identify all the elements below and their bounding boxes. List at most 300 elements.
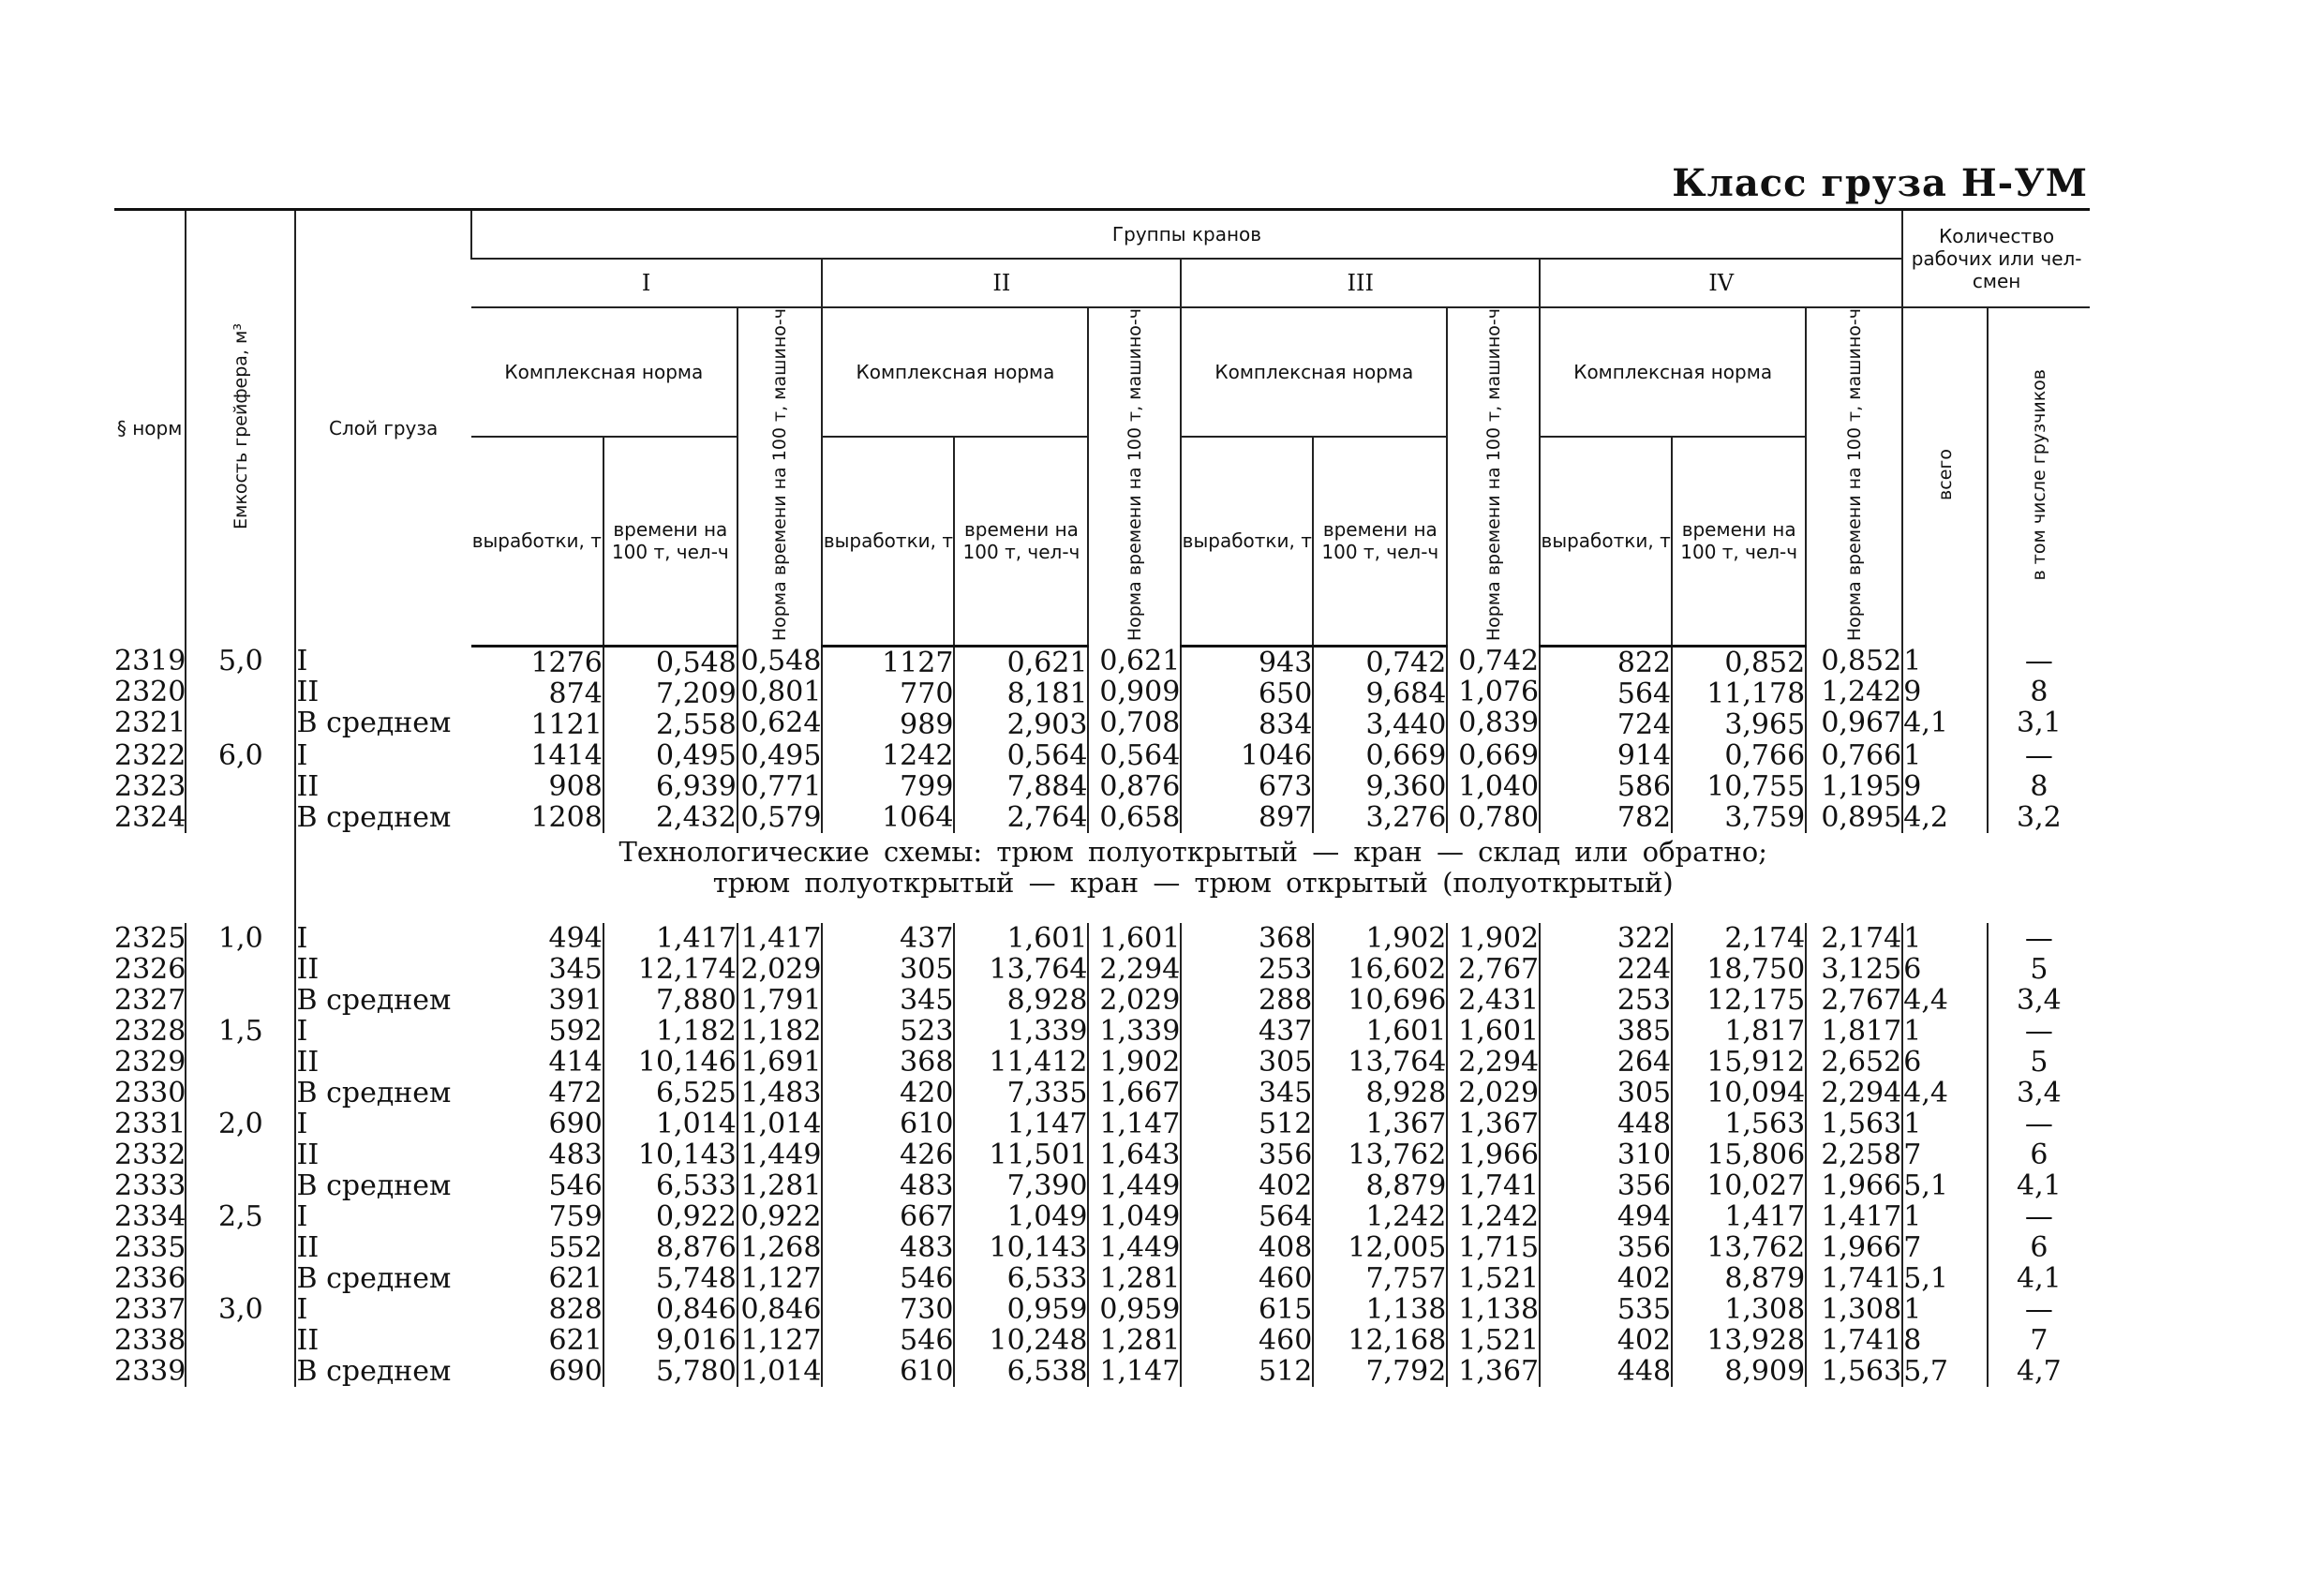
norm-time-group-2-value: 1,643 (1099, 1138, 1181, 1171)
output-group-1-value: 690 (548, 1107, 603, 1140)
output-group-1-value: 621 (548, 1261, 603, 1295)
time-group-4-value: 13,762 (1706, 1230, 1806, 1264)
table-row-group (114, 740, 2090, 833)
workers-loaders-value: — (2024, 1199, 2053, 1233)
output-group-2-value: 437 (900, 921, 954, 955)
header-group-2: II (822, 259, 1181, 307)
time-group-1 (603, 1016, 737, 1109)
norm-time-group-2-value: 1,339 (1099, 1014, 1181, 1048)
time-group-4 (1672, 740, 1806, 833)
output-group-4-value: 586 (1616, 769, 1672, 803)
output-group-4-value: 564 (1616, 677, 1672, 710)
table-row-group (114, 1109, 2090, 1201)
time-group-1-value: 1,182 (655, 1014, 737, 1048)
norm-time-group-3-value: 2,767 (1458, 952, 1540, 986)
technology-note (295, 833, 2090, 923)
workers-loaders-value: — (2024, 921, 2053, 955)
workers-total-value: 4,4 (1903, 1076, 1948, 1109)
time-group-3-value: 10,696 (1348, 983, 1447, 1017)
norm-time-group-4 (1806, 740, 1902, 833)
section-number-value: 2339 (114, 1354, 186, 1388)
norm-time-group-2-value: 0,959 (1099, 1292, 1181, 1326)
norm-time-group-1-value: 1,449 (740, 1138, 822, 1171)
output-group-1-value: 621 (548, 1323, 603, 1357)
workers-loaders (1988, 646, 2090, 740)
header-output-4: выработки, т (1540, 437, 1672, 647)
workers-total (1902, 646, 1988, 740)
norm-time-group-3-value: 0,839 (1458, 707, 1540, 740)
norm-time-group-1-value: 0,922 (740, 1199, 822, 1233)
time-group-4-value: 13,928 (1706, 1323, 1806, 1357)
workers-loaders-value: — (2024, 1292, 2053, 1326)
header-group-3: III (1181, 259, 1540, 307)
time-group-1-value: 10,143 (637, 1138, 737, 1171)
workers-loaders-value: 6 (2030, 1230, 2048, 1264)
workers-total-value: 9 (1903, 769, 1922, 803)
cargo-layer (295, 1201, 470, 1294)
time-group-2-value: 8,181 (1006, 677, 1088, 710)
norm-time-group-4-value: 0,967 (1821, 707, 1902, 740)
section-number (114, 923, 186, 1016)
output-group-2-value: 305 (900, 952, 954, 986)
workers-total-value: 1 (1903, 1014, 1922, 1048)
norm-time-group-4-value: 2,294 (1821, 1076, 1902, 1109)
header-norm-time-2: Норма времени на 100 т, машино-ч (1088, 307, 1181, 646)
time-group-2-value: 2,764 (1006, 800, 1088, 834)
cargo-layer-value: II (296, 1045, 320, 1079)
header-layer: Слой груза (295, 210, 470, 647)
section-number-value: 2336 (114, 1261, 186, 1295)
time-group-1-value: 0,846 (655, 1292, 737, 1326)
output-group-4-value: 822 (1616, 646, 1672, 679)
workers-loaders (1988, 923, 2090, 1016)
output-group-4 (1540, 1294, 1672, 1387)
output-group-3-value: 673 (1259, 769, 1313, 803)
output-group-1-value: 1121 (530, 707, 603, 741)
time-group-2-value: 6,538 (1006, 1354, 1088, 1388)
header-time-4: времени на 100 т, чел-ч (1672, 437, 1806, 647)
norm-time-group-3-value: 2,294 (1458, 1045, 1540, 1079)
cargo-layer-value: В среднем (296, 983, 452, 1017)
header-group-1: I (471, 259, 823, 307)
time-group-4-value: 0,766 (1724, 738, 1806, 772)
table-row-group (114, 646, 2090, 740)
time-group-1-value: 1,417 (655, 921, 737, 955)
workers-total-value: 5,1 (1903, 1169, 1948, 1202)
header-complex-norm-1: Комплексная норма (471, 307, 737, 437)
grab-capacity (186, 1294, 295, 1387)
time-group-1-value: 0,495 (655, 738, 737, 772)
output-group-1 (471, 1016, 603, 1109)
output-group-2 (822, 1016, 954, 1109)
technology-note-row (114, 833, 2090, 923)
time-group-4-value: 8,909 (1724, 1354, 1806, 1388)
norm-time-group-1-value: 1,483 (740, 1076, 822, 1109)
time-group-3 (1313, 646, 1447, 740)
workers-loaders-value: 4,1 (2017, 1169, 2062, 1202)
workers-total (1902, 740, 1988, 833)
output-group-2 (822, 1294, 954, 1387)
output-group-4 (1540, 1109, 1672, 1201)
section-number-value: 2322 (114, 738, 186, 772)
workers-total-value: 1 (1903, 1107, 1922, 1140)
norm-time-group-2-value: 0,658 (1099, 800, 1181, 834)
output-group-2 (822, 646, 954, 740)
output-group-3-value: 460 (1259, 1261, 1313, 1295)
time-group-1-value: 7,209 (655, 677, 737, 710)
section-number-value: 2337 (114, 1292, 186, 1326)
time-group-1-value: 7,880 (655, 983, 737, 1017)
workers-total-value: 1 (1903, 738, 1922, 772)
output-group-3 (1181, 740, 1313, 833)
output-group-2-value: 483 (900, 1230, 954, 1264)
output-group-2-value: 1127 (882, 646, 954, 679)
time-group-4-value: 12,175 (1706, 983, 1806, 1017)
norm-time-group-2-value: 1,147 (1099, 1107, 1181, 1140)
output-group-2-value: 610 (900, 1107, 954, 1140)
norm-time-group-2-value: 1,281 (1099, 1261, 1181, 1295)
norm-time-group-4-value: 1,966 (1821, 1230, 1902, 1264)
time-group-3-value: 1,242 (1365, 1199, 1447, 1233)
output-group-2-value: 667 (900, 1199, 954, 1233)
output-group-1 (471, 1109, 603, 1201)
time-group-4 (1672, 646, 1806, 740)
section-number (114, 1201, 186, 1294)
norm-time-group-3-value: 0,780 (1458, 800, 1540, 834)
output-group-1-value: 690 (548, 1354, 603, 1388)
norm-time-group-3-value: 1,601 (1458, 1014, 1540, 1048)
output-group-2-value: 426 (900, 1138, 954, 1171)
norm-time-group-3-value: 0,742 (1458, 645, 1540, 678)
section-number (114, 646, 186, 740)
cargo-layer (295, 923, 470, 1016)
output-group-1 (471, 740, 603, 833)
output-group-3-value: 305 (1259, 1045, 1313, 1079)
workers-loaders (1988, 1201, 2090, 1294)
norm-time-group-4-value: 1,195 (1821, 769, 1902, 803)
time-group-1-value: 10,146 (637, 1045, 737, 1079)
norm-time-group-4-value: 0,766 (1821, 738, 1902, 772)
output-group-4-value: 494 (1616, 1199, 1672, 1233)
workers-loaders-value: 3,4 (2017, 1076, 2062, 1109)
norm-time-group-4 (1806, 1016, 1902, 1109)
time-group-1-value: 0,548 (655, 646, 737, 679)
norm-time-group-4-value: 2,258 (1821, 1138, 1902, 1171)
time-group-1 (603, 1201, 737, 1294)
output-group-1-value: 759 (548, 1199, 603, 1233)
norm-time-group-2-value: 1,449 (1099, 1169, 1181, 1202)
norm-time-group-4-value: 1,741 (1821, 1323, 1902, 1357)
output-group-3 (1181, 1109, 1313, 1201)
time-group-2-value: 1,339 (1006, 1014, 1088, 1048)
cargo-layer-value: В среднем (296, 707, 452, 740)
header-group-4: IV (1540, 259, 1902, 307)
norm-time-group-3-value: 1,242 (1458, 1199, 1540, 1233)
section-number-value: 2330 (114, 1076, 186, 1109)
norms-table (114, 208, 2090, 1387)
workers-total (1902, 1201, 1988, 1294)
cargo-layer-value: В среднем (296, 1261, 452, 1295)
cargo-layer-value: II (296, 1230, 320, 1264)
time-group-3-value: 13,762 (1348, 1138, 1447, 1171)
header-sect: § норм (114, 210, 186, 647)
norm-time-group-2-value: 1,902 (1099, 1045, 1181, 1079)
norm-time-group-3 (1447, 646, 1540, 740)
norm-time-group-1-value: 1,182 (740, 1014, 822, 1048)
workers-total-value: 7 (1903, 1230, 1922, 1264)
output-group-2 (822, 740, 954, 833)
norm-time-group-1-value: 1,417 (740, 921, 822, 955)
output-group-3-value: 288 (1259, 983, 1313, 1017)
section-number-value: 2325 (114, 921, 186, 955)
output-group-3 (1181, 1016, 1313, 1109)
time-group-2-value: 1,049 (1006, 1199, 1088, 1233)
table-body (114, 646, 2090, 1387)
time-group-3-value: 3,440 (1365, 707, 1447, 741)
time-group-2-value: 1,147 (1006, 1107, 1088, 1140)
norm-time-group-3-value: 1,040 (1458, 769, 1540, 803)
time-group-4 (1672, 923, 1806, 1016)
output-group-4-value: 782 (1616, 800, 1672, 834)
time-group-3 (1313, 740, 1447, 833)
grab-capacity-value: 1,5 (217, 1014, 263, 1048)
table-row-group (114, 1294, 2090, 1387)
section-number-value: 2324 (114, 800, 186, 834)
norm-time-group-4-value: 1,741 (1821, 1261, 1902, 1295)
workers-loaders-value: 4,1 (2017, 1261, 2062, 1295)
norm-time-group-4-value: 1,242 (1821, 676, 1902, 709)
cargo-layer-value: I (296, 645, 308, 678)
output-group-2-value: 345 (900, 983, 954, 1017)
time-group-3 (1313, 1294, 1447, 1387)
section-number-value: 2320 (114, 676, 186, 709)
norm-time-group-4-value: 0,895 (1821, 800, 1902, 834)
time-group-2 (954, 923, 1088, 1016)
time-group-2-value: 7,390 (1006, 1169, 1088, 1202)
grab-capacity-value: 3,0 (217, 1292, 263, 1326)
norm-time-group-1 (737, 740, 823, 833)
output-group-1 (471, 1294, 603, 1387)
output-group-3 (1181, 923, 1313, 1016)
output-group-4-value: 253 (1616, 983, 1672, 1017)
time-group-4-value: 10,027 (1706, 1169, 1806, 1202)
output-group-2-value: 368 (900, 1045, 954, 1079)
norm-time-group-1-value: 0,771 (740, 769, 822, 803)
section-number-value: 2334 (114, 1199, 186, 1233)
output-group-3 (1181, 1201, 1313, 1294)
output-group-3-value: 650 (1259, 677, 1313, 710)
norm-time-group-1-value: 0,548 (740, 645, 822, 678)
time-group-3-value: 9,360 (1365, 769, 1447, 803)
time-group-2-value: 11,501 (989, 1138, 1088, 1171)
grab-capacity-value: 1,0 (217, 921, 263, 955)
section-number-value: 2333 (114, 1169, 186, 1202)
norm-time-group-1-value: 0,846 (740, 1292, 822, 1326)
workers-total-value: 4,1 (1903, 707, 1948, 740)
cargo-layer-value: II (296, 1323, 320, 1357)
section-number-value: 2323 (114, 769, 186, 803)
norm-time-group-1 (737, 1294, 823, 1387)
norm-time-group-3 (1447, 1294, 1540, 1387)
workers-loaders-value: 8 (2030, 676, 2048, 709)
time-group-3 (1313, 1109, 1447, 1201)
norm-time-group-2-value: 0,708 (1099, 707, 1181, 740)
norm-time-group-4-value: 1,817 (1821, 1014, 1902, 1048)
time-group-4-value: 1,417 (1724, 1199, 1806, 1233)
output-group-2-value: 989 (900, 707, 954, 741)
workers-total-value: 4,4 (1903, 983, 1948, 1017)
output-group-2 (822, 1109, 954, 1201)
cargo-layer-value: II (296, 769, 320, 803)
header-output-3: выработки, т (1181, 437, 1313, 647)
norm-time-group-4 (1806, 1109, 1902, 1201)
output-group-4-value: 724 (1616, 707, 1672, 741)
workers-loaders (1988, 740, 2090, 833)
norm-time-group-1-value: 1,691 (740, 1045, 822, 1079)
output-group-4 (1540, 1201, 1672, 1294)
norm-time-group-3-value: 1,741 (1458, 1169, 1540, 1202)
output-group-4-value: 356 (1616, 1169, 1672, 1202)
norm-time-group-2-value: 0,876 (1099, 769, 1181, 803)
workers-total-value: 1 (1903, 1292, 1922, 1326)
cargo-layer-value: I (296, 738, 308, 772)
note-spacer (114, 833, 295, 923)
workers-total (1902, 1016, 1988, 1109)
norm-time-group-3-value: 1,715 (1458, 1230, 1540, 1264)
time-group-3-value: 1,367 (1365, 1107, 1447, 1140)
norm-time-group-3-value: 2,029 (1458, 1076, 1540, 1109)
output-group-3-value: 368 (1259, 921, 1313, 955)
time-group-3-value: 7,792 (1365, 1354, 1447, 1388)
time-group-1 (603, 1294, 737, 1387)
norm-time-group-4-value: 2,174 (1821, 921, 1902, 955)
output-group-2-value: 1242 (882, 738, 954, 772)
norm-time-group-2-value: 1,049 (1099, 1199, 1181, 1233)
section-number (114, 1109, 186, 1201)
section-number-value: 2327 (114, 983, 186, 1017)
time-group-2-value: 13,764 (989, 952, 1088, 986)
time-group-1-value: 2,558 (655, 707, 737, 741)
time-group-4 (1672, 1294, 1806, 1387)
norm-time-group-4-value: 1,966 (1821, 1169, 1902, 1202)
output-group-4-value: 322 (1616, 921, 1672, 955)
output-group-3-value: 460 (1259, 1323, 1313, 1357)
section-number (114, 1294, 186, 1387)
output-group-3-value: 615 (1259, 1292, 1313, 1326)
section-number-value: 2321 (114, 707, 186, 740)
norm-time-group-2 (1088, 646, 1181, 740)
cargo-layer-value: В среднем (296, 1169, 452, 1202)
output-group-3 (1181, 646, 1313, 740)
cargo-layer (295, 1294, 470, 1387)
time-group-4-value: 11,178 (1706, 677, 1806, 710)
section-number (114, 1016, 186, 1109)
note-line: Технологические схемы: трюм полуоткрытый — кран — склад или обратно; (618, 835, 1767, 868)
grab-capacity-value: 6,0 (217, 738, 263, 772)
workers-total-value: 1 (1903, 921, 1922, 955)
time-group-1-value: 6,939 (655, 769, 737, 803)
norm-time-group-2-value: 2,294 (1099, 952, 1181, 986)
time-group-4-value: 15,806 (1706, 1138, 1806, 1171)
header-crane-groups: Группы кранов (471, 210, 1902, 260)
time-group-4-value: 10,755 (1706, 769, 1806, 803)
output-group-4-value: 385 (1616, 1014, 1672, 1048)
output-group-4 (1540, 740, 1672, 833)
norm-time-group-2-value: 0,621 (1099, 645, 1181, 678)
norm-time-group-4 (1806, 1201, 1902, 1294)
time-group-1-value: 1,014 (655, 1107, 737, 1140)
output-group-1-value: 483 (548, 1138, 603, 1171)
output-group-1 (471, 923, 603, 1016)
cargo-layer (295, 1016, 470, 1109)
norm-time-group-2 (1088, 1294, 1181, 1387)
cargo-layer-value: I (296, 1292, 308, 1326)
time-group-3-value: 16,602 (1348, 952, 1447, 986)
time-group-1 (603, 1109, 737, 1201)
time-group-2-value: 1,601 (1006, 921, 1088, 955)
section-number-value: 2332 (114, 1138, 186, 1171)
output-group-3-value: 345 (1259, 1076, 1313, 1109)
table-row-group (114, 923, 2090, 1016)
output-group-3-value: 512 (1259, 1107, 1313, 1140)
time-group-1-value: 0,922 (655, 1199, 737, 1233)
norm-time-group-1 (737, 923, 823, 1016)
grab-capacity-value: 2,5 (217, 1199, 263, 1233)
output-group-3-value: 356 (1259, 1138, 1313, 1171)
output-group-3-value: 402 (1259, 1169, 1313, 1202)
output-group-4-value: 914 (1616, 738, 1672, 772)
workers-loaders-value: 7 (2030, 1323, 2048, 1357)
output-group-1-value: 828 (548, 1292, 603, 1326)
time-group-4 (1672, 1109, 1806, 1201)
time-group-3-value: 0,669 (1365, 738, 1447, 772)
norm-time-group-1-value: 1,127 (740, 1261, 822, 1295)
section-number-value: 2329 (114, 1045, 186, 1079)
cargo-layer-value: II (296, 1138, 320, 1171)
workers-loaders-value: 5 (2030, 952, 2048, 986)
time-group-1-value: 12,174 (637, 952, 737, 986)
norm-time-group-2 (1088, 923, 1181, 1016)
cargo-layer-value: I (296, 921, 308, 955)
output-group-1-value: 908 (548, 769, 603, 803)
output-group-2-value: 799 (900, 769, 954, 803)
cargo-layer (295, 646, 470, 740)
output-group-1-value: 391 (548, 983, 603, 1017)
norm-time-group-2-value: 2,029 (1099, 983, 1181, 1017)
time-group-3 (1313, 1016, 1447, 1109)
time-group-4 (1672, 1016, 1806, 1109)
output-group-1-value: 414 (548, 1045, 603, 1079)
header-capacity: Емкость грейфера, м³ (186, 210, 295, 647)
time-group-3-value: 1,902 (1365, 921, 1447, 955)
workers-total-value: 8 (1903, 1323, 1922, 1357)
cargo-layer-value: В среднем (296, 1076, 452, 1109)
output-group-1-value: 592 (548, 1014, 603, 1048)
grab-capacity (186, 1016, 295, 1109)
time-group-2 (954, 1201, 1088, 1294)
workers-total (1902, 1109, 1988, 1201)
cargo-layer-value: В среднем (296, 800, 452, 834)
output-group-1 (471, 646, 603, 740)
output-group-3-value: 253 (1259, 952, 1313, 986)
time-group-4-value: 1,817 (1724, 1014, 1806, 1048)
norm-time-group-4 (1806, 646, 1902, 740)
time-group-1-value: 6,533 (655, 1169, 737, 1202)
output-group-4 (1540, 923, 1672, 1016)
grab-capacity (186, 740, 295, 833)
section-number-value: 2331 (114, 1107, 186, 1140)
section-number-value: 2335 (114, 1230, 186, 1264)
